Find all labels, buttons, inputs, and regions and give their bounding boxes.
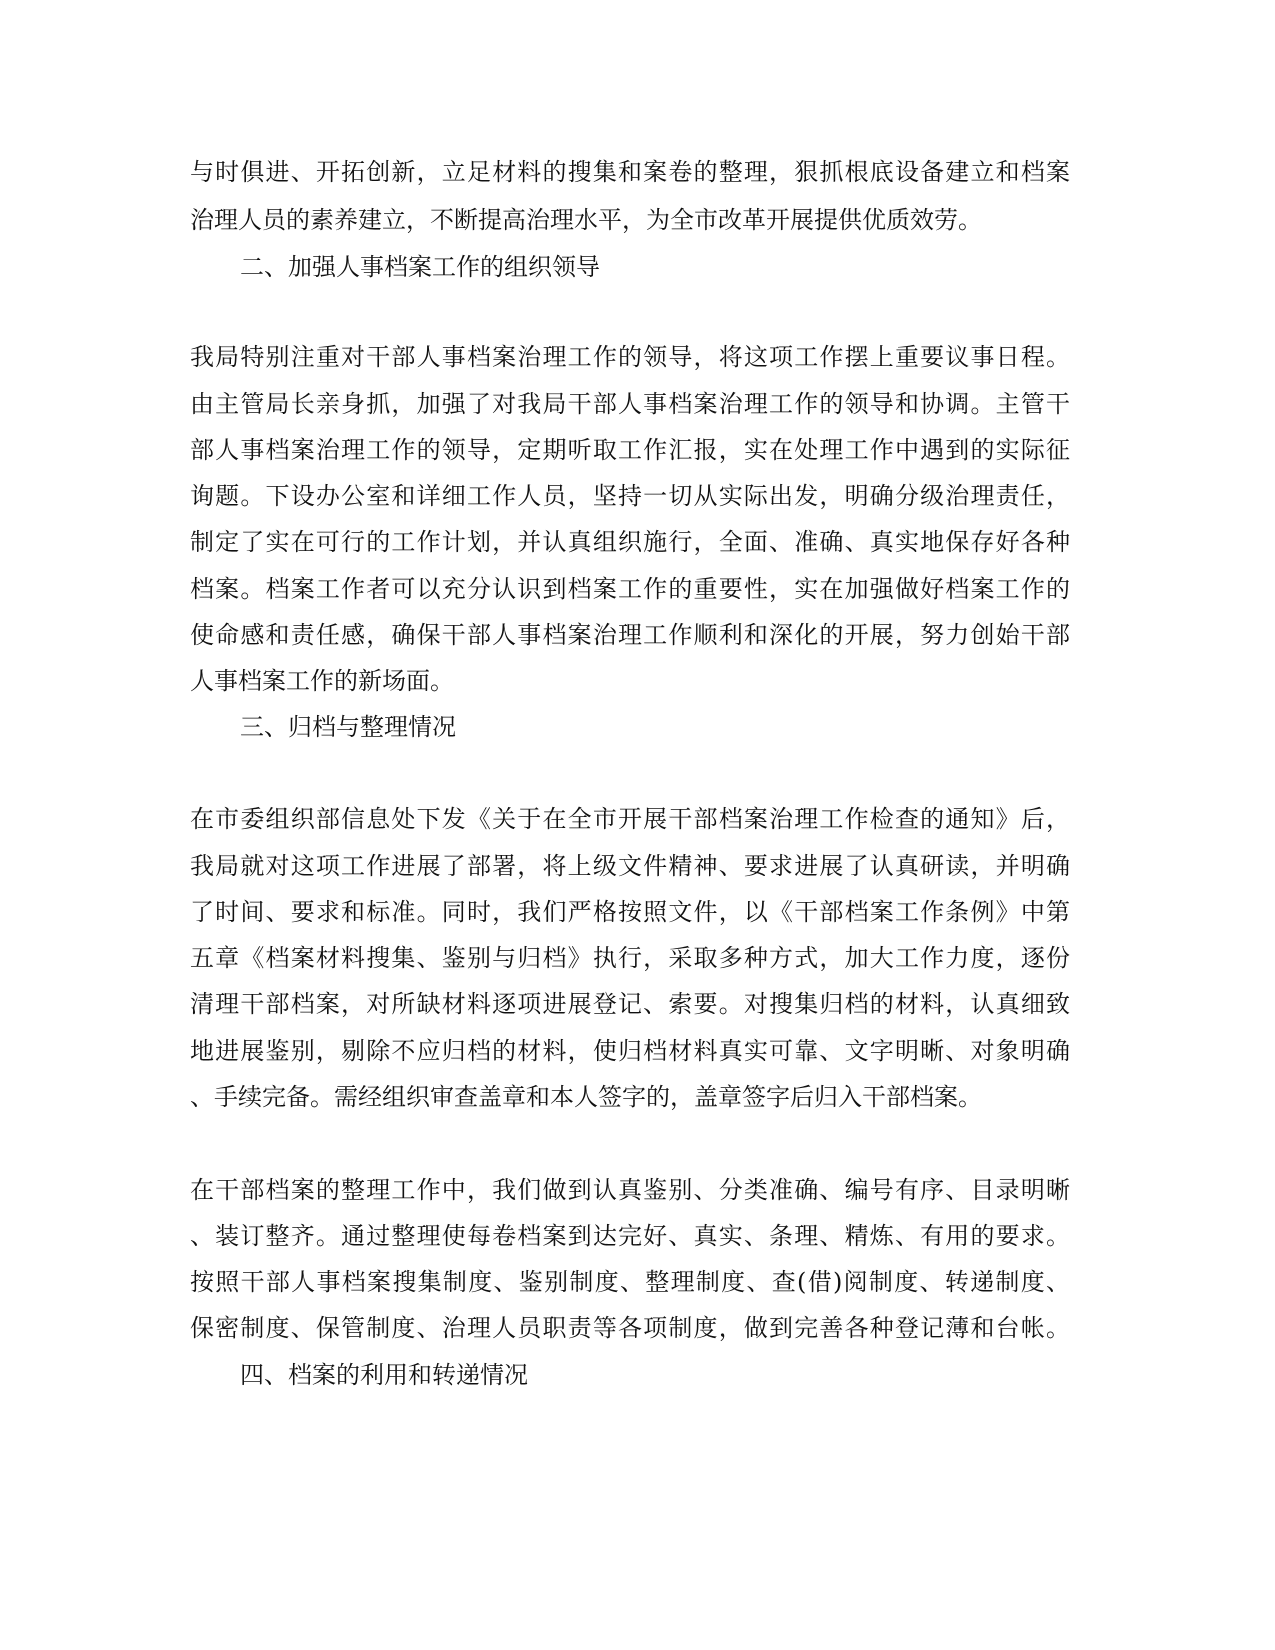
- section-heading-3: 三、归档与整理情况: [240, 713, 456, 741]
- paragraph-3-line-6: 地进展鉴别，剔除不应归档的材料，使归档材料真实可靠、文字明晰、对象明确: [190, 1037, 1070, 1065]
- paragraph-4-line-2: 、装订整齐。通过整理使每卷档案到达完好、真实、条理、精炼、有用的要求。: [190, 1222, 1070, 1250]
- paragraph-3-line-7: 、手续完备。需经组织审查盖章和本人签字的，盖章签字后归入干部档案。: [190, 1083, 982, 1111]
- paragraph-2-line-7: 使命感和责任感，确保干部人事档案治理工作顺利和深化的开展，努力创始干部: [190, 621, 1070, 649]
- section-heading-4: 四、档案的利用和转递情况: [240, 1361, 528, 1389]
- paragraph-3-line-2: 我局就对这项工作进展了部署，将上级文件精神、要求进展了认真研读，并明确: [190, 852, 1070, 880]
- paragraph-3-line-5: 清理干部档案，对所缺材料逐项进展登记、索要。对搜集归档的材料，认真细致: [190, 990, 1070, 1018]
- paragraph-2-line-2: 由主管局长亲身抓，加强了对我局干部人事档案治理工作的领导和协调。主管干: [190, 390, 1070, 418]
- paragraph-4-line-1: 在干部档案的整理工作中，我们做到认真鉴别、分类准确、编号有序、目录明晰: [190, 1176, 1070, 1204]
- paragraph-3-line-1: 在市委组织部信息处下发《关于在全市开展干部档案治理工作检查的通知》后，: [190, 805, 1070, 833]
- section-heading-2: 二、加强人事档案工作的组织领导: [240, 253, 600, 281]
- paragraph-2-line-5: 制定了实在可行的工作计划，并认真组织施行，全面、准确、真实地保存好各种: [190, 528, 1070, 556]
- paragraph-2-line-1: 我局特别注重对干部人事档案治理工作的领导，将这项工作摆上重要议事日程。: [190, 343, 1070, 371]
- paragraph-2-line-8: 人事档案工作的新场面。: [190, 667, 454, 695]
- paragraph-1-line-1: 与时俱进、开拓创新，立足材料的搜集和案卷的整理，狠抓根底设备建立和档案: [190, 158, 1070, 186]
- paragraph-3-line-4: 五章《档案材料搜集、鉴别与归档》执行，采取多种方式，加大工作力度，逐份: [190, 944, 1070, 972]
- paragraph-2-line-6: 档案。档案工作者可以充分认识到档案工作的重要性，实在加强做好档案工作的: [190, 575, 1070, 603]
- paragraph-3-line-3: 了时间、要求和标准。同时，我们严格按照文件，以《干部档案工作条例》中第: [190, 898, 1070, 926]
- paragraph-1-line-2: 治理人员的素养建立，不断提高治理水平，为全市改革开展提供优质效劳。: [190, 206, 982, 234]
- paragraph-2-line-4: 询题。下设办公室和详细工作人员，坚持一切从实际出发，明确分级治理责任，: [190, 482, 1070, 510]
- paragraph-2-line-3: 部人事档案治理工作的领导，定期听取工作汇报，实在处理工作中遇到的实际征: [190, 436, 1070, 464]
- paragraph-4-line-4: 保密制度、保管制度、治理人员职责等各项制度，做到完善各种登记薄和台帐。: [190, 1314, 1070, 1342]
- paragraph-4-line-3: 按照干部人事档案搜集制度、鉴别制度、整理制度、查(借)阅制度、转递制度、: [190, 1268, 1070, 1296]
